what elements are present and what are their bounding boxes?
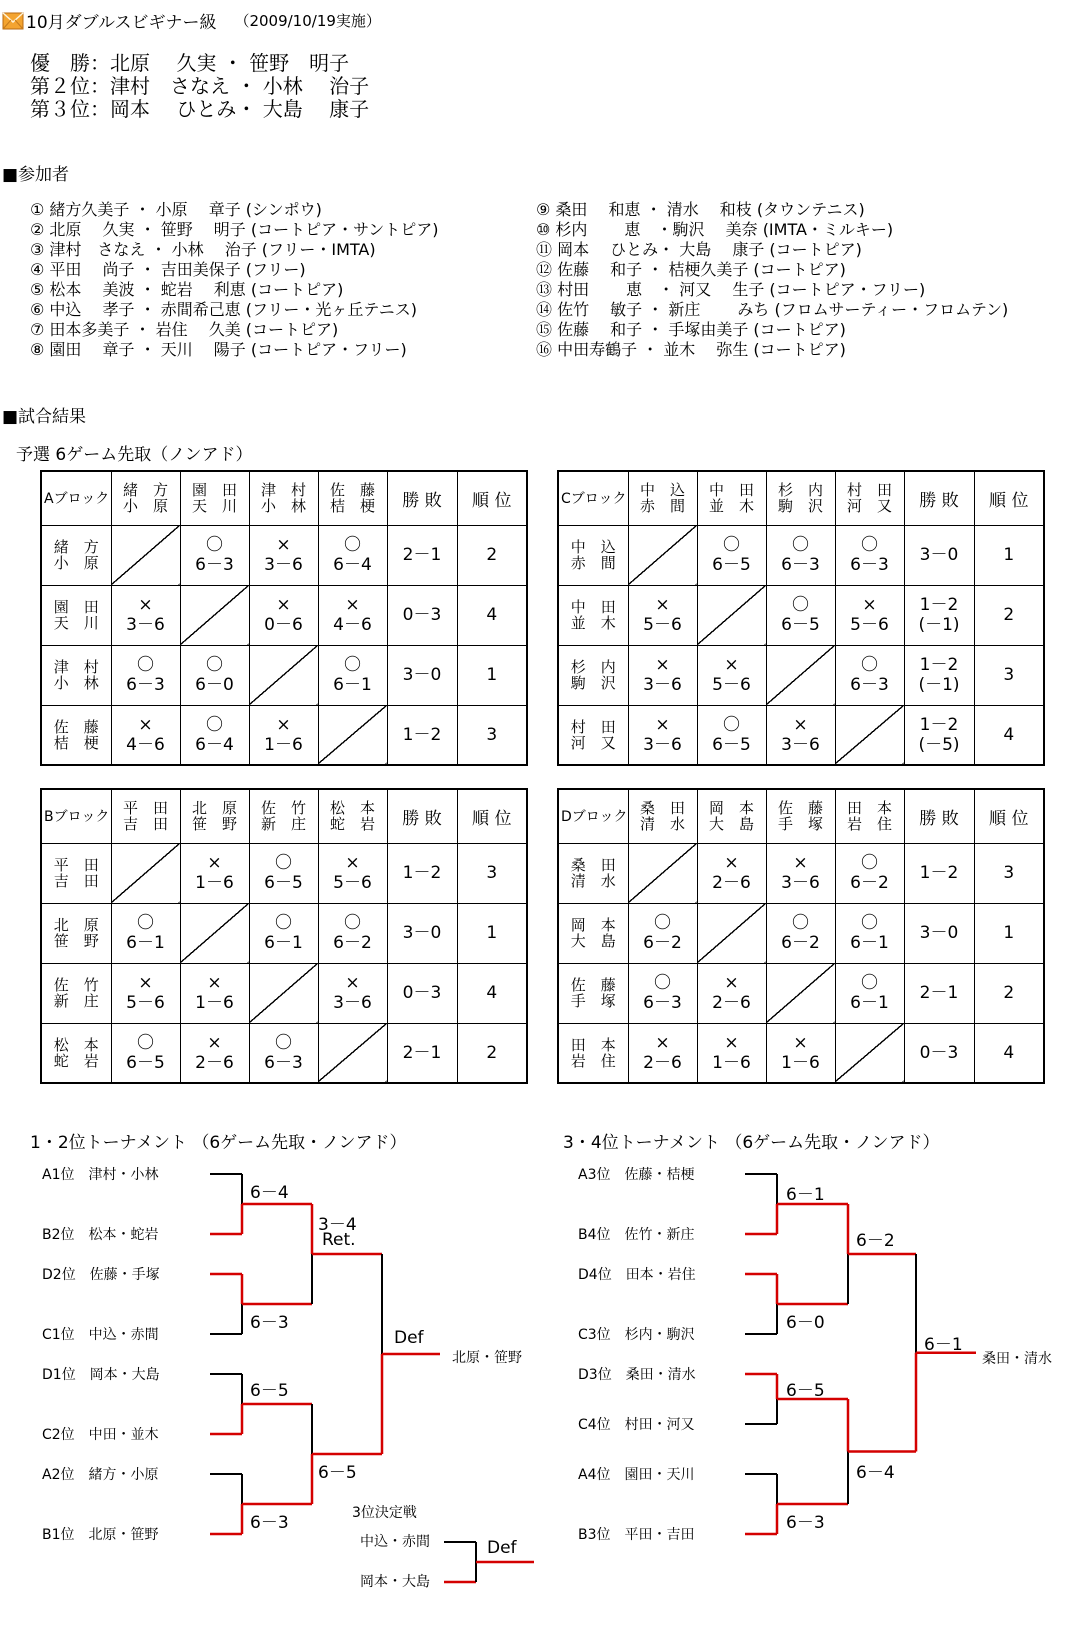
winner-second: 第２位：津村 さなえ ・ 小林 治子 — [30, 74, 370, 98]
team-member-name: 赤 間 — [570, 554, 616, 572]
win-loss-value: 3－0 — [919, 545, 959, 565]
result-score: 6－2 — [781, 933, 820, 953]
team-member-name: 駒 沢 — [777, 497, 823, 516]
result-score: 6－4 — [195, 734, 234, 755]
rank-header: 順 位 — [974, 789, 1044, 843]
result-score: 6－3 — [643, 993, 682, 1013]
result-score: 5－6 — [126, 993, 165, 1013]
rank-cell: 3 — [974, 843, 1044, 903]
team-member-name: 清 水 — [570, 872, 616, 890]
result-score: 6－5 — [264, 873, 303, 893]
result-score: 5－6 — [333, 873, 372, 893]
result-score: 6－3 — [195, 555, 234, 575]
participant: ⑤ 松本 美波 ・ 蛇岩 利恵 (コートピア) — [30, 280, 344, 299]
result-mark: 〇 — [792, 913, 809, 933]
rank-cell: 4 — [974, 705, 1044, 765]
result-score: 2－6 — [712, 993, 751, 1013]
result-mark: 〇 — [792, 595, 809, 615]
result-score: 6－3 — [850, 675, 889, 695]
participant: ⑫ 佐藤 和子 ・ 桔梗久美子 (コートピア) — [536, 260, 846, 279]
result-mark: × — [138, 714, 153, 735]
result-mark: × — [724, 853, 739, 873]
result-mark: 〇 — [861, 535, 878, 555]
block-name: Dブロック — [558, 789, 628, 843]
result-mark: × — [724, 655, 739, 675]
result-mark: 〇 — [137, 1032, 154, 1053]
result-mark: 〇 — [344, 913, 361, 933]
rank-cell: 2 — [974, 963, 1044, 1023]
result-mark: × — [138, 595, 153, 615]
team-member-name: 園 田 — [53, 598, 99, 616]
rank-cell: 2 — [457, 525, 527, 585]
team-member-name: 桔 梗 — [53, 733, 99, 752]
bracket-score: 6－3 — [250, 1513, 289, 1533]
participant: ⑦ 田本多美子 ・ 岩住 久美 (コートピア) — [30, 320, 339, 339]
result-score: 6－2 — [333, 933, 372, 953]
team-member-name: 赤 間 — [639, 497, 685, 516]
win-loss-value: 1－2 — [402, 724, 442, 745]
top-tournament-title: 1・2位トーナメント （6ゲーム先取・ノンアド） — [30, 1133, 407, 1153]
rank-header: 順 位 — [457, 471, 527, 525]
result-score: 6－2 — [850, 873, 889, 893]
bracket-score-note: Ret. — [322, 1230, 356, 1250]
champion-label: 桑田・清水 — [982, 1351, 1052, 1367]
team-member-name: 村 田 — [846, 481, 892, 500]
bracket-score: 6－5 — [786, 1381, 825, 1401]
team-member-name: 並 木 — [570, 614, 616, 632]
bracket-score: 6－5 — [318, 1463, 357, 1483]
result-mark: 〇 — [137, 913, 154, 933]
team-member-name: 中 込 — [639, 481, 685, 500]
result-score: 3－6 — [781, 873, 820, 893]
team-member-name: 桔 梗 — [329, 497, 375, 516]
result-mark: 〇 — [275, 913, 292, 933]
bracket-entry: A4位 園田・天川 — [578, 1467, 695, 1483]
block-name: Bブロック — [41, 789, 111, 843]
team-member-name: 笹 野 — [53, 932, 99, 950]
team-member-name: 河 又 — [846, 497, 892, 516]
result-score: 6－3 — [264, 1052, 303, 1073]
team-member-name: 桑 田 — [639, 799, 685, 818]
bracket-score: 6－0 — [786, 1313, 825, 1333]
result-score: 4－6 — [333, 615, 372, 635]
participant: ⑯ 中田寿鶴子 ・ 並木 弥生 (コートピア) — [536, 340, 846, 359]
team-member-name: 佐 藤 — [777, 799, 823, 818]
result-score: 6－2 — [643, 933, 682, 953]
participant: ③ 津村 さなえ ・ 小林 治子 (フリー・IMTA) — [30, 240, 376, 259]
team-member-name: 小 原 — [53, 554, 99, 572]
result-mark: × — [276, 714, 291, 735]
team-member-name: 佐 藤 — [53, 717, 99, 736]
win-loss-value: 0－3 — [919, 1042, 959, 1063]
third-place-score: Def — [487, 1538, 517, 1558]
result-mark: × — [724, 973, 739, 993]
result-score: 6－5 — [781, 615, 820, 635]
rank-header: 順 位 — [457, 789, 527, 843]
team-member-name: 蛇 岩 — [329, 815, 375, 834]
result-score: 1－6 — [264, 734, 303, 755]
participant: ⑧ 園田 章子 ・ 天川 陽子 (コートピア・フリー) — [30, 340, 407, 359]
bracket-entry: C1位 中込・赤間 — [42, 1327, 159, 1343]
team-member-name: 園 田 — [191, 481, 237, 500]
rank-cell: 2 — [974, 585, 1044, 645]
win-loss-value: (－5) — [918, 734, 960, 755]
result-mark: 〇 — [275, 853, 292, 873]
bracket-entry: D2位 佐藤・手塚 — [42, 1267, 160, 1283]
win-loss-value: 0－3 — [402, 983, 442, 1003]
team-member-name: 並 木 — [708, 497, 754, 516]
team-member-name: 中 田 — [570, 598, 616, 616]
bracket-entry: D3位 桑田・清水 — [578, 1367, 696, 1383]
result-mark: × — [862, 595, 877, 615]
team-member-name: 津 村 — [260, 481, 306, 500]
result-mark: 〇 — [344, 535, 361, 555]
result-score: 5－6 — [850, 615, 889, 635]
participant: ⑨ 桑田 和恵 ・ 清水 和枝 (タウンテニス) — [536, 200, 865, 219]
bracket-entry: A2位 緒方・小原 — [42, 1467, 159, 1483]
bracket-score: 6－4 — [856, 1463, 895, 1483]
win-loss-value: 3－0 — [919, 923, 959, 943]
win-loss-value: 3－0 — [402, 665, 442, 685]
bracket-entry: C3位 杉内・駒沢 — [578, 1327, 695, 1343]
result-score: 6－5 — [712, 555, 751, 575]
team-member-name: 佐 藤 — [329, 481, 375, 500]
rank-header: 順 位 — [974, 471, 1044, 525]
result-mark: × — [793, 853, 808, 873]
team-member-name: 手 塚 — [777, 815, 823, 834]
participants-heading: ■参加者 — [2, 165, 70, 185]
rank-cell: 1 — [974, 525, 1044, 585]
result-mark: 〇 — [723, 535, 740, 555]
result-score: 4－6 — [126, 734, 165, 755]
bracket-entry: B2位 松本・蛇岩 — [42, 1227, 159, 1243]
result-score: 6－1 — [264, 933, 303, 953]
team-member-name: 吉 田 — [122, 815, 168, 834]
team-member-name: 佐 竹 — [53, 976, 99, 994]
block-name: Cブロック — [558, 471, 628, 525]
winner-third: 第３位：岡本 ひとみ・ 大島 康子 — [30, 97, 370, 121]
result-mark: × — [793, 1032, 808, 1053]
rank-cell: 4 — [457, 963, 527, 1023]
participant: ⑥ 中込 孝子 ・ 赤間希己恵 (フリー・光ヶ丘テニス) — [30, 300, 417, 319]
result-score: 2－6 — [712, 873, 751, 893]
result-score: 2－6 — [195, 1052, 234, 1073]
rank-cell: 1 — [457, 645, 527, 705]
result-mark: 〇 — [137, 655, 154, 675]
team-member-name: 松 本 — [329, 799, 375, 818]
team-member-name: 大 島 — [570, 932, 616, 950]
result-score: 6－3 — [126, 675, 165, 695]
rank-cell: 2 — [457, 1023, 527, 1083]
win-loss-value: 1－2 — [402, 863, 442, 883]
champion-label: 北原・笹野 — [452, 1350, 522, 1366]
result-score: 6－0 — [195, 675, 234, 695]
result-mark: × — [345, 853, 360, 873]
participant: ⑭ 佐竹 敏子 ・ 新庄 みち (フロムサーティー・フロムテン) — [536, 300, 1009, 319]
team-member-name: 笹 野 — [191, 815, 237, 834]
bracket-entry: D4位 田本・岩住 — [578, 1267, 696, 1283]
team-member-name: 吉 田 — [53, 872, 99, 890]
team-member-name: 松 本 — [53, 1035, 99, 1054]
bracket-score: 6－3 — [786, 1513, 825, 1533]
participant: ⑮ 佐藤 和子 ・ 手塚由美子 (コートピア) — [536, 320, 846, 339]
result-score: 3－6 — [333, 993, 372, 1013]
final-score: 6－1 — [924, 1335, 963, 1355]
team-member-name: 平 田 — [53, 856, 99, 874]
result-mark: × — [655, 595, 670, 615]
bracket-score: 3－4 — [318, 1215, 357, 1235]
result-mark: × — [345, 973, 360, 993]
rank-cell: 1 — [457, 903, 527, 963]
results-heading: ■試合結果 — [2, 407, 87, 427]
team-member-name: 清 水 — [639, 815, 685, 834]
team-member-name: 天 川 — [191, 497, 237, 516]
result-score: 3－6 — [264, 555, 303, 575]
result-score: 6－5 — [126, 1052, 165, 1073]
result-score: 6－1 — [850, 993, 889, 1013]
bracket-entry: C2位 中田・並木 — [42, 1427, 159, 1443]
result-score: 6－3 — [850, 555, 889, 575]
result-score: 2－6 — [643, 1052, 682, 1073]
team-member-name: 岡 本 — [570, 916, 616, 934]
result-score: 3－6 — [643, 675, 682, 695]
win-loss-value: 3－0 — [402, 923, 442, 943]
team-member-name: 岩 住 — [846, 815, 892, 834]
result-mark: × — [138, 973, 153, 993]
team-member-name: 中 込 — [570, 538, 616, 556]
win-loss-value: 2－1 — [919, 983, 959, 1003]
result-score: 5－6 — [712, 675, 751, 695]
result-score: 6－1 — [333, 675, 372, 695]
team-member-name: 佐 竹 — [260, 799, 306, 818]
team-member-name: 小 林 — [260, 497, 306, 516]
win-loss-value: 2－1 — [402, 1042, 442, 1063]
result-score: 1－6 — [195, 873, 234, 893]
participant: ② 北原 久実 ・ 笹野 明子 (コートピア・サントピア) — [30, 220, 439, 239]
rank-cell: 4 — [457, 585, 527, 645]
result-mark: × — [793, 714, 808, 735]
rank-cell: 3 — [974, 645, 1044, 705]
result-score: 6－1 — [850, 933, 889, 953]
team-member-name: 津 村 — [53, 658, 99, 676]
win-loss-value: 2－1 — [402, 545, 442, 565]
team-member-name: 新 庄 — [53, 992, 99, 1010]
win-loss-header: 勝 敗 — [904, 471, 974, 525]
team-member-name: 駒 沢 — [570, 674, 616, 692]
result-mark: 〇 — [654, 913, 671, 933]
bracket-entry: A1位 津村・小林 — [42, 1167, 159, 1183]
result-score: 1－6 — [781, 1052, 820, 1073]
participant: ⑩ 杉内 恵 ・駒沢 美奈 (IMTA・ミルキー) — [536, 220, 894, 239]
result-score: 1－6 — [712, 1052, 751, 1073]
bracket-score: 6－5 — [250, 1381, 289, 1401]
win-loss-header: 勝 敗 — [904, 789, 974, 843]
bracket-score: 6－3 — [250, 1313, 289, 1333]
bracket-score: 6－4 — [250, 1183, 289, 1203]
bracket-entry: B4位 佐竹・新庄 — [578, 1227, 695, 1243]
win-loss-value: 1－2 — [919, 714, 959, 735]
bottom-tournament-title: 3・4位トーナメント （6ゲーム先取・ノンアド） — [563, 1133, 940, 1153]
team-member-name: 田 本 — [570, 1035, 616, 1054]
participant: ④ 平田 尚子 ・ 吉田美保子 (フリー) — [30, 260, 306, 279]
win-loss-value: (－1) — [918, 615, 960, 635]
win-loss-header: 勝 敗 — [387, 471, 457, 525]
bracket-entry: C4位 村田・河又 — [578, 1417, 695, 1433]
team-member-name: 手 塚 — [570, 992, 616, 1010]
page-title: 10月ダブルスビギナー級 — [26, 13, 217, 33]
team-member-name: 中 田 — [708, 481, 754, 500]
team-member-name: 桑 田 — [570, 856, 616, 874]
result-mark: 〇 — [861, 913, 878, 933]
team-member-name: 北 原 — [53, 916, 99, 934]
participant: ⑪ 岡本 ひとみ・ 大島 康子 (コートピア) — [536, 240, 862, 259]
result-mark: 〇 — [861, 655, 878, 675]
result-score: 6－1 — [126, 933, 165, 953]
result-score: 6－4 — [333, 555, 372, 575]
result-mark: × — [207, 1032, 222, 1053]
bracket-entry: A3位 佐藤・桔梗 — [578, 1167, 695, 1183]
result-mark: 〇 — [861, 973, 878, 993]
bracket-score: 6－1 — [786, 1185, 825, 1205]
block-name: Aブロック — [41, 471, 111, 525]
third-place-title: 3位決定戦 — [352, 1505, 417, 1521]
team-member-name: 田 本 — [846, 799, 892, 818]
rank-cell: 4 — [974, 1023, 1044, 1083]
team-member-name: 天 川 — [53, 614, 99, 632]
result-score: 3－6 — [781, 734, 820, 755]
win-loss-value: (－1) — [918, 675, 960, 695]
team-member-name: 岩 住 — [570, 1051, 616, 1070]
result-mark: × — [207, 853, 222, 873]
rank-cell: 1 — [974, 903, 1044, 963]
team-member-name: 大 島 — [708, 815, 754, 834]
result-score: 0－6 — [264, 615, 303, 635]
bracket-entry: B1位 北原・笹野 — [42, 1527, 159, 1543]
bracket-score: 6－2 — [856, 1231, 895, 1251]
team-member-name: 佐 藤 — [570, 976, 616, 994]
team-member-name: 河 又 — [570, 733, 616, 752]
result-mark: 〇 — [723, 714, 740, 735]
result-mark: 〇 — [275, 1032, 292, 1053]
team-member-name: 緒 方 — [122, 481, 168, 500]
win-loss-value: 1－2 — [919, 595, 959, 615]
team-member-name: 村 田 — [570, 717, 616, 736]
third-place-entry: 中込・赤間 — [360, 1534, 430, 1550]
bracket-entry: B3位 平田・吉田 — [578, 1527, 695, 1543]
result-score: 5－6 — [643, 615, 682, 635]
result-mark: × — [276, 535, 291, 555]
bracket-entry: D1位 岡本・大島 — [42, 1367, 160, 1383]
participant: ⑬ 村田 恵 ・ 河又 生子 (コートピア・フリー) — [536, 280, 926, 299]
win-loss-value: 1－2 — [919, 655, 959, 675]
win-loss-header: 勝 敗 — [387, 789, 457, 843]
team-member-name: 杉 内 — [570, 658, 616, 676]
result-score: 3－6 — [643, 734, 682, 755]
winner-first: 優 勝：北原 久実 ・ 笹野 明子 — [30, 51, 350, 75]
final-score: Def — [394, 1328, 424, 1348]
result-score: 6－5 — [712, 734, 751, 755]
result-mark: × — [345, 595, 360, 615]
result-mark: 〇 — [792, 535, 809, 555]
result-mark: 〇 — [344, 655, 361, 675]
rank-cell: 3 — [457, 843, 527, 903]
rank-cell: 3 — [457, 705, 527, 765]
team-member-name: 北 原 — [191, 799, 237, 818]
result-score: 1－6 — [195, 993, 234, 1013]
team-member-name: 岡 本 — [708, 799, 754, 818]
result-mark: × — [655, 714, 670, 735]
team-member-name: 平 田 — [122, 799, 168, 818]
event-date: （2009/10/19実施） — [234, 12, 381, 30]
team-member-name: 杉 内 — [777, 481, 823, 500]
result-mark: × — [207, 973, 222, 993]
result-score: 6－3 — [781, 555, 820, 575]
result-mark: × — [276, 595, 291, 615]
result-mark: × — [655, 655, 670, 675]
results-subheading: 予選 6ゲーム先取（ノンアド） — [16, 445, 253, 465]
result-mark: × — [655, 1032, 670, 1053]
result-mark: 〇 — [206, 714, 223, 735]
result-mark: 〇 — [861, 853, 878, 873]
result-mark: 〇 — [206, 535, 223, 555]
participant: ① 緒方久美子 ・ 小原 章子 (シンポウ) — [30, 200, 322, 219]
team-member-name: 新 庄 — [260, 815, 306, 834]
result-score: 3－6 — [126, 615, 165, 635]
third-place-entry: 岡本・大島 — [360, 1574, 430, 1590]
team-member-name: 緒 方 — [53, 538, 99, 556]
team-member-name: 小 林 — [53, 674, 99, 692]
result-mark: 〇 — [654, 973, 671, 993]
result-mark: × — [724, 1032, 739, 1053]
result-mark: 〇 — [206, 655, 223, 675]
team-member-name: 蛇 岩 — [53, 1051, 99, 1070]
team-member-name: 小 原 — [122, 497, 168, 516]
win-loss-value: 0－3 — [402, 605, 442, 625]
win-loss-value: 1－2 — [919, 863, 959, 883]
